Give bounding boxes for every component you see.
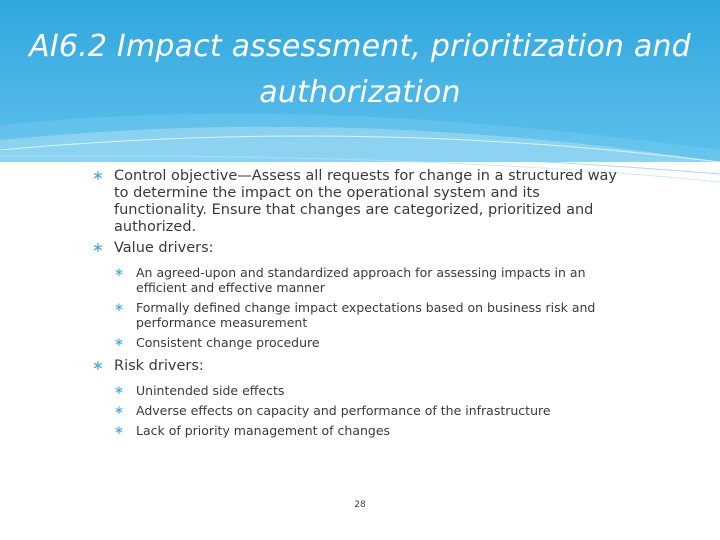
sub-bullet bbox=[114, 265, 632, 295]
sub-bullet-text: An agreed-upon and standardized approach for assessing impacts in an efficient and effective manner bbox=[136, 265, 586, 295]
sub-bullet bbox=[114, 335, 632, 350]
asterisk-bullet-icon: ∗ bbox=[92, 240, 104, 256]
risk-drivers-list bbox=[92, 383, 632, 438]
sub-bullet-text: Consistent change procedure bbox=[136, 335, 320, 350]
value-drivers-list bbox=[92, 265, 632, 350]
bullet-control-objective bbox=[92, 168, 632, 236]
bullet-value-drivers bbox=[92, 240, 632, 257]
sub-bullet bbox=[114, 300, 632, 330]
sub-bullet-text: Lack of priority management of changes bbox=[136, 423, 391, 438]
asterisk-bullet-icon: ∗ bbox=[114, 423, 125, 437]
sub-bullet bbox=[114, 423, 632, 438]
sub-bullet-text: Adverse effects on capacity and performance of the infrastructure bbox=[136, 403, 551, 418]
bullet-text: Value drivers: bbox=[114, 240, 214, 256]
asterisk-bullet-icon: ∗ bbox=[114, 403, 125, 417]
slide-content bbox=[92, 168, 632, 446]
page-number: 28 bbox=[354, 500, 366, 510]
bullet-text: Control objective—Assess all requests for change in a structured way to determine the impact on the operational system and its functionality. Ensure that changes are categorized, prioritized and authorized. bbox=[114, 168, 618, 235]
sub-bullet-text: Unintended side effects bbox=[136, 383, 285, 398]
asterisk-bullet-icon: ∗ bbox=[114, 300, 125, 314]
sub-bullet-text: Formally defined change impact expectations based on business risk and performance measurement bbox=[136, 300, 596, 330]
slide-title: AI6.2 Impact assessment, prioritization and authorization bbox=[29, 29, 691, 110]
asterisk-bullet-icon: ∗ bbox=[92, 168, 104, 184]
bullet-risk-drivers bbox=[92, 358, 632, 375]
asterisk-bullet-icon: ∗ bbox=[92, 358, 104, 374]
asterisk-bullet-icon: ∗ bbox=[114, 383, 125, 397]
asterisk-bullet-icon: ∗ bbox=[114, 265, 125, 279]
sub-bullet bbox=[114, 403, 632, 418]
sub-bullet bbox=[114, 383, 632, 398]
bullet-text: Risk drivers: bbox=[114, 358, 204, 374]
asterisk-bullet-icon: ∗ bbox=[114, 335, 125, 349]
title-banner bbox=[0, 0, 720, 162]
